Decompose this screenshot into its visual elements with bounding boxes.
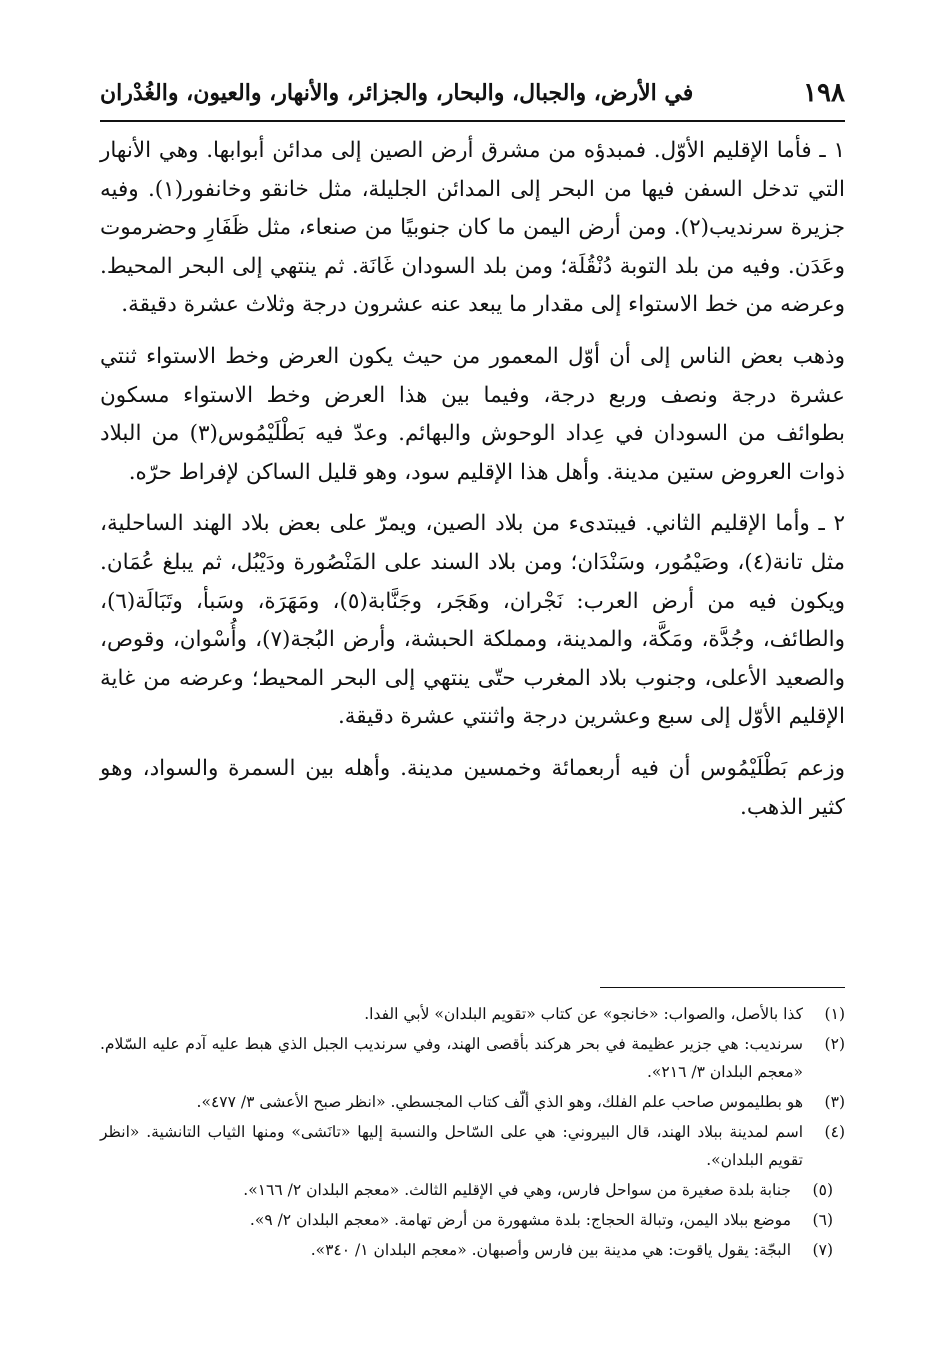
footnote-item bbox=[100, 1118, 845, 1174]
paragraph-second-clime: ٢ ـ وأما الإقليم الثاني. فيبتدىء من بلاد الصين، ويمرّ على بعض بلاد الهند الساحلية، مثل تانة(٤)، وصَيْمُور، وسَنْدَان؛ ومن بلاد السند على المَنْصُورة ودَيْبُل، ثم يبلغ عُمَان. ويكون فيه من أرض العرب: نَجْران، وهَجَر، وجَنَّابة(٥)، ومَهَرَة، وسَبأ، وتَبَالَة(٦)، والطائف، وجُدَّة، ومَكَّة، والمدينة، ومملكة الحبشة، وأرض البُجة(٧)، وأُسْوان، وقوص، والصعيد الأعلى، وجنوب بلاد المغرب حتّى ينتهي إلى البحر المحيط؛ وعرضه من غاية الإقليم الأوّل إلى سبع وعشرين درجة واثنتي عشرة دقيقة. bbox=[100, 511, 846, 730]
footnote-text: سرنديب: هي جزير عظيمة في بحر هركند بأقصى الهند، وفي سرنديب الجبل الذي هبط عليه آدم عليه السّلام. «معجم البلدان ٣/ ٢١٦». bbox=[100, 1035, 803, 1081]
footnote-number: (٧) bbox=[812, 1241, 833, 1259]
footnote-number: (٣) bbox=[824, 1093, 845, 1111]
footnote-rule bbox=[600, 987, 845, 988]
footnote-number: (٥) bbox=[812, 1181, 833, 1199]
footnote-text: البجّة: يقول ياقوت: هي مدينة بين فارس وأصبهان. «معجم البلدان ١/ ٣٤٠». bbox=[310, 1241, 791, 1259]
page-header bbox=[100, 74, 845, 120]
paragraph-first-clime: ١ ـ فأما الإقليم الأوّل. فمبدؤه من مشرق أرض الصين إلى مدائن أبوابها. وهي الأنهار التي تدخل السفن فيها من البحر إلى المدائن الجليلة، مثل خانقو وخانفور(١). وفيه جزيرة سرنديب(٢). ومن أرض اليمن ما كان جنوبيًا من صنعاء، مثل ظَفَارِ وحضرموت وعَدَن. وفيه من بلد التوبة دُنْقُلَة؛ ومن بلد السودان غَانَة. ثم ينتهي إلى البحر المحيط. وعرضه من خط الاستواء إلى مقدار ما يبعد عنه عشرون درجة وثلاث عشرة دقيقة. bbox=[100, 138, 845, 318]
footnote-item bbox=[100, 1236, 845, 1264]
main-text bbox=[100, 132, 845, 840]
footnote-number: (٤) bbox=[824, 1123, 845, 1141]
footnote-text: كذا بالأصل، والصواب: «خانجو» عن كتاب «تقويم البلدان» لأبي الفدا. bbox=[364, 1005, 803, 1023]
footnote-item bbox=[100, 1030, 845, 1086]
paragraph-inhabited-latitude: وذهب بعض الناس إلى أن أوّل المعمور من حيث يكون العرض وخط الاستواء ثنتي عشرة درجة ونصف وربع درجة، وفيما بين هذا العرض وخط الاستواء مسكون بطوائف من السودان في عِداد الوحوش والبهائم. وعدّ فيه بَطْلَيْمُوس(٣) من البلاد ذوات العروض ستين مدينة. وأهل هذا الإقليم سود، وهو قليل الساكن لإفراط حرّه. bbox=[100, 343, 846, 485]
header-rule bbox=[100, 120, 845, 122]
footnotes bbox=[100, 1000, 845, 1266]
footnote-number: (٢) bbox=[824, 1035, 845, 1053]
paragraph-ptolemy-claim: وزعم بَطْلَيْمُوس أن فيه أربعمائة وخمسين مدينة. وأهله بين السمرة والسواد، وهو كثير الذهب. bbox=[100, 755, 845, 820]
footnote-number: (١) bbox=[824, 1005, 845, 1023]
footnote-item bbox=[100, 1000, 845, 1028]
footnote-text: موضع ببلاد اليمن، وتبالة الحجاج: بلدة مشهورة من أرض تهامة. «معجم البلدان ٢/ ٩». bbox=[249, 1211, 791, 1229]
footnote-item bbox=[100, 1206, 845, 1234]
footnote-text: جنابة بلدة صغيرة من سواحل فارس، وهي في الإقليم الثالث. «معجم البلدان ٢/ ١٦٦». bbox=[243, 1181, 791, 1199]
footnote-item bbox=[100, 1088, 845, 1116]
footnote-number: (٦) bbox=[812, 1211, 833, 1229]
footnote-item bbox=[100, 1176, 845, 1204]
footnote-text: اسم لمدينة ببلاد الهند، قال البيروني: هي على السّاحل والنسبة إليها «تانَشى» ومنها الثياب التانشية. «انظر تقويم البلدان». bbox=[100, 1123, 803, 1169]
running-title: في الأرض، والجبال، والبحار، والجزائر، والأنهار، والعيون، والغُدْران bbox=[100, 80, 694, 106]
footnote-text: هو بطليموس صاحب علم الفلك، وهو الذي ألّف كتاب المجسطي. «انظر صبح الأعشى ٣/ ٤٧٧». bbox=[196, 1093, 803, 1111]
page-number: ١٩٨ bbox=[803, 78, 845, 108]
